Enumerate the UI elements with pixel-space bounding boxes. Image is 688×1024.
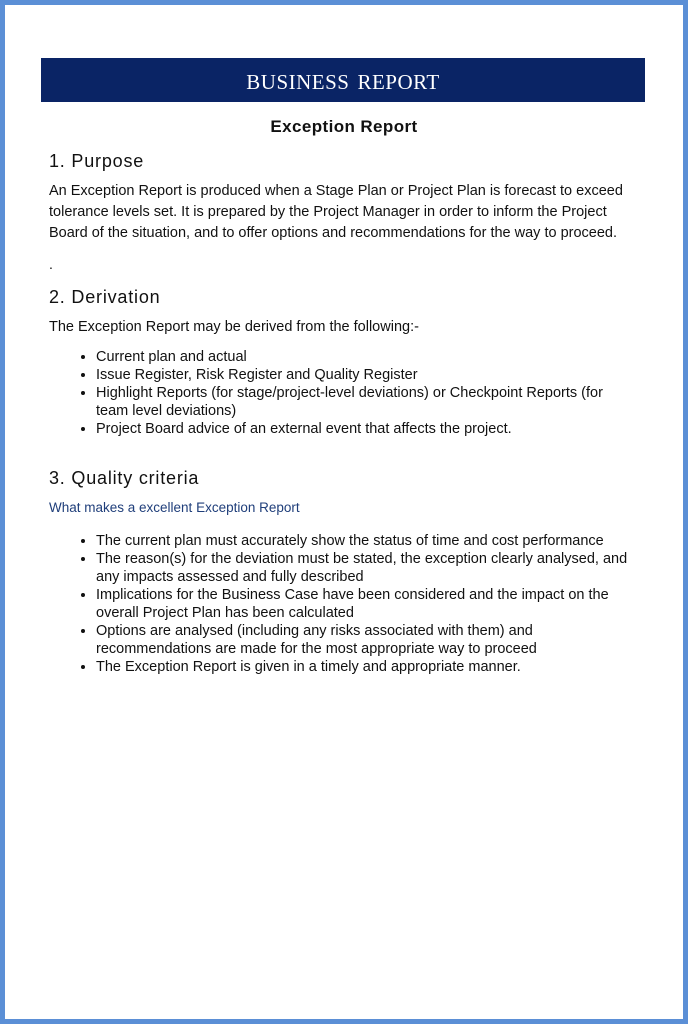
purpose-heading: 1. Purpose xyxy=(49,151,145,171)
purpose-trailing-mark: . xyxy=(49,255,53,272)
list-item: • Issue Register, Risk Register and Quality Register xyxy=(96,366,639,384)
header-banner xyxy=(41,58,645,102)
list-item: • The Exception Report is given in a timely and appropriate manner. xyxy=(96,658,639,676)
document-title: Exception Report xyxy=(270,117,418,136)
quality-criteria-list xyxy=(49,532,639,676)
quality-criteria-heading: 3. Quality criteria xyxy=(49,468,200,489)
list-item: • Project Board advice of an external event that affects the project. xyxy=(96,420,639,438)
quality-criteria-subheading: What makes a excellent Exception Report xyxy=(49,499,300,515)
list-item: • The reason(s) for the deviation must be stated, the exception clearly analysed, and any impacts assessed and fully described xyxy=(96,550,639,586)
document-body xyxy=(49,145,639,676)
list-item: • Implications for the Business Case have been considered and the impact on the overall Project Plan has been calculated xyxy=(96,586,639,622)
derivation-paragraph: The Exception Report may be derived from the following:- xyxy=(49,319,419,336)
list-item: • Highlight Reports (for stage/project-level deviations) or Checkpoint Reports (for team level deviations) xyxy=(96,384,639,420)
purpose-paragraph: An Exception Report is produced when a Stage Plan or Project Plan is forecast to exceed tolerance levels set. It is prepared by the Project Manager in order to inform the Project Board of the situation, and to offer options and recommendations for the way to proceed. xyxy=(49,182,623,241)
list-item: • The current plan must accurately show the status of time and cost performance xyxy=(96,532,639,550)
banner-title: business report xyxy=(246,63,440,96)
list-item: • Current plan and actual xyxy=(96,348,639,366)
derivation-heading: 2. Derivation xyxy=(49,286,161,307)
list-item: • Options are analysed (including any risks associated with them) and recommendations are made for the most appropriate way to proceed xyxy=(96,622,639,658)
derivation-list xyxy=(49,348,639,438)
